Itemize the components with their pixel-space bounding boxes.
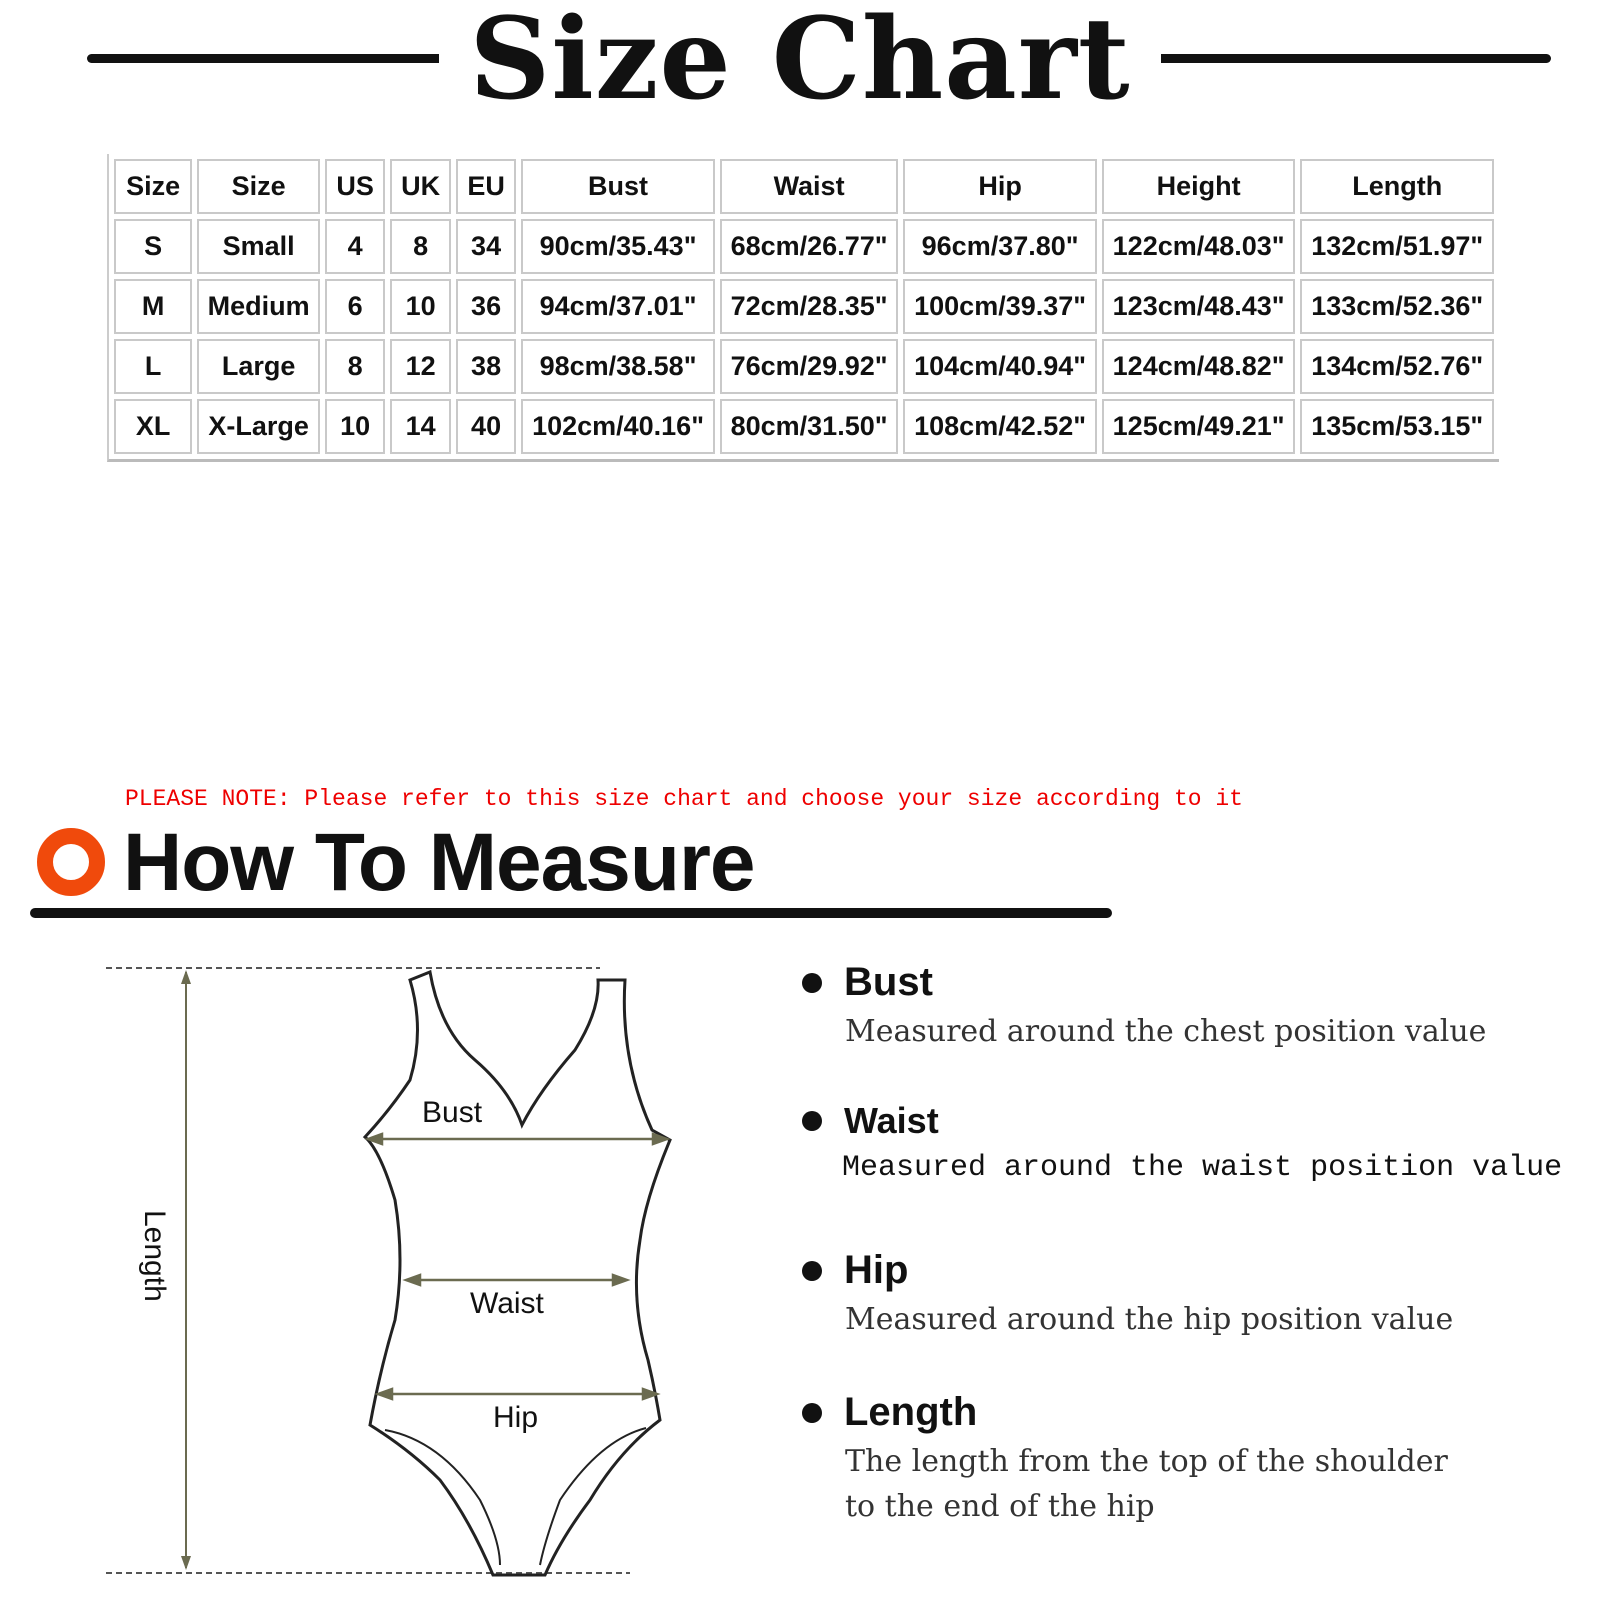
table-cell: 8 xyxy=(325,339,385,394)
table-row xyxy=(114,399,1494,454)
table-row xyxy=(114,219,1494,274)
table-cell: 38 xyxy=(456,339,516,394)
table-cell: Size xyxy=(114,159,192,214)
measure-item-bust: Bust Measured around the chest position value xyxy=(802,960,1486,1054)
bullet-icon xyxy=(802,973,822,993)
table-cell: Waist xyxy=(720,159,899,214)
table-cell: Length xyxy=(1300,159,1494,214)
diagram-bust-label: Bust xyxy=(422,1096,483,1129)
table-cell: 40 xyxy=(456,399,516,454)
table-cell: 94cm/37.01" xyxy=(521,279,715,334)
table-cell: 76cm/29.92" xyxy=(720,339,899,394)
table-cell: XL xyxy=(114,399,192,454)
table-cell: Large xyxy=(197,339,320,394)
table-cell: 134cm/52.76" xyxy=(1300,339,1494,394)
table-cell: 14 xyxy=(390,399,451,454)
measure-title: How To Measure xyxy=(123,817,755,908)
table-cell: 12 xyxy=(390,339,451,394)
table-cell: X-Large xyxy=(197,399,320,454)
measure-item-hip: Hip Measured around the hip position value xyxy=(802,1248,1453,1342)
table-cell: 6 xyxy=(325,279,385,334)
table-cell: UK xyxy=(390,159,451,214)
table-cell: 122cm/48.03" xyxy=(1102,219,1296,274)
page-title: Size Chart xyxy=(0,0,1600,120)
table-cell: 108cm/42.52" xyxy=(903,399,1097,454)
bullet-icon xyxy=(802,1261,822,1281)
table-row xyxy=(114,279,1494,334)
diagram-hip-label: Hip xyxy=(493,1401,539,1434)
table-cell: US xyxy=(325,159,385,214)
please-note: PLEASE NOTE: Please refer to this size chart and choose your size according to it xyxy=(125,786,1243,812)
measure-item-length: Length The length from the top of the shoulder to the end of the hip xyxy=(802,1390,1482,1529)
table-cell: Hip xyxy=(903,159,1097,214)
table-cell: 132cm/51.97" xyxy=(1300,219,1494,274)
bullet-icon xyxy=(802,1111,822,1131)
table-cell: S xyxy=(114,219,192,274)
table-header-row xyxy=(114,159,1494,214)
table-cell: M xyxy=(114,279,192,334)
table-cell: 104cm/40.94" xyxy=(903,339,1097,394)
table-cell: EU xyxy=(456,159,516,214)
table-cell: 125cm/49.21" xyxy=(1102,399,1296,454)
size-table xyxy=(107,154,1499,462)
table-cell: 8 xyxy=(390,219,451,274)
body-diagram xyxy=(0,940,760,1600)
table-cell: 135cm/53.15" xyxy=(1300,399,1494,454)
table-cell: 72cm/28.35" xyxy=(720,279,899,334)
table-cell: 133cm/52.36" xyxy=(1300,279,1494,334)
table-cell: Bust xyxy=(521,159,715,214)
table-cell: 123cm/48.43" xyxy=(1102,279,1296,334)
measure-item-waist: Waist Measured around the waist position value xyxy=(802,1100,1562,1191)
diagram-length-label: Length xyxy=(138,1210,171,1302)
table-cell: 102cm/40.16" xyxy=(521,399,715,454)
measure-rule xyxy=(30,908,1112,918)
table-cell: Height xyxy=(1102,159,1296,214)
table-cell: 4 xyxy=(325,219,385,274)
table-cell: 36 xyxy=(456,279,516,334)
bullet-icon xyxy=(802,1403,822,1423)
table-cell: 10 xyxy=(325,399,385,454)
table-cell: Size xyxy=(197,159,320,214)
table-cell: 90cm/35.43" xyxy=(521,219,715,274)
diagram-waist-label: Waist xyxy=(470,1287,544,1320)
table-cell: 10 xyxy=(390,279,451,334)
table-cell: 124cm/48.82" xyxy=(1102,339,1296,394)
table-cell: 68cm/26.77" xyxy=(720,219,899,274)
table-row xyxy=(114,339,1494,394)
circle-icon xyxy=(37,828,105,896)
table-cell: Medium xyxy=(197,279,320,334)
table-cell: 34 xyxy=(456,219,516,274)
table-cell: 80cm/31.50" xyxy=(720,399,899,454)
table-cell: Small xyxy=(197,219,320,274)
table-cell: L xyxy=(114,339,192,394)
table-cell: 100cm/39.37" xyxy=(903,279,1097,334)
swimsuit-outline xyxy=(365,972,670,1575)
table-cell: 98cm/38.58" xyxy=(521,339,715,394)
table-cell: 96cm/37.80" xyxy=(903,219,1097,274)
